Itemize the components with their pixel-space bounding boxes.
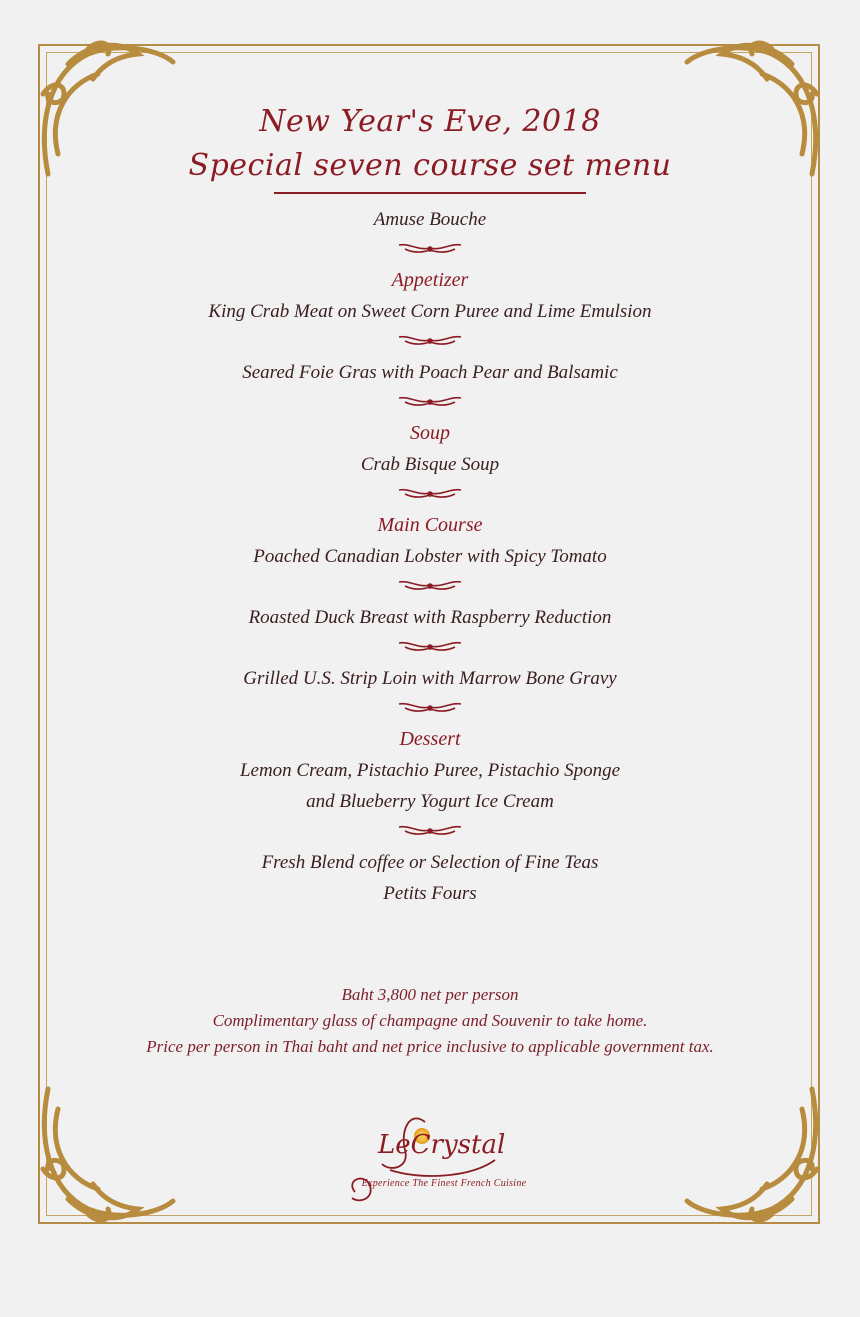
- divider-ornament-icon: [397, 394, 463, 408]
- coffee-tea-item: Fresh Blend coffee or Selection of Fine Teas: [261, 852, 599, 873]
- price-note: [60, 982, 800, 1060]
- complimentary-line: Complimentary glass of champagne and Souvenir to take home.: [212, 1011, 648, 1030]
- divider-ornament-icon: [397, 700, 463, 714]
- menu-content: [100, 100, 760, 909]
- corner-ornament-icon: [28, 1079, 178, 1229]
- dessert-item-line-1: Lemon Cream, Pistachio Puree, Pistachio Sponge: [239, 760, 621, 781]
- title-line-2: Special seven course set menu: [188, 148, 672, 183]
- dessert-item-line-2: and Blueberry Yogurt Ice Cream: [306, 791, 554, 812]
- divider-ornament-icon: [397, 486, 463, 500]
- category-soup: Soup: [410, 422, 450, 444]
- restaurant-logo: [330, 1100, 550, 1220]
- appetizer-item-2: Seared Foie Gras with Poach Pear and Balsamic: [242, 362, 618, 383]
- category-appetizer: Appetizer: [391, 269, 469, 291]
- soup-item-1: Crab Bisque Soup: [360, 454, 500, 475]
- category-main-course: Main Course: [377, 514, 483, 536]
- main-item-1: Poached Canadian Lobster with Spicy Tomato: [253, 546, 607, 567]
- amuse-bouche: Amuse Bouche: [373, 209, 487, 230]
- corner-ornament-icon: [682, 1079, 832, 1229]
- logo-tagline: Experience The Finest French Cuisine: [361, 1178, 527, 1189]
- divider-ornament-icon: [397, 578, 463, 592]
- main-item-3: Grilled U.S. Strip Loin with Marrow Bone Gravy: [243, 668, 617, 689]
- title-line-1: New Year's Eve, 2018: [259, 104, 601, 139]
- divider-ornament-icon: [397, 823, 463, 837]
- divider-ornament-icon: [397, 241, 463, 255]
- logo-name: LeCrystal: [378, 1130, 506, 1160]
- tax-line: Price per person in Thai baht and net price inclusive to applicable government tax.: [146, 1037, 714, 1056]
- divider-ornament-icon: [397, 639, 463, 653]
- appetizer-item-1: King Crab Meat on Sweet Corn Puree and Lime Emulsion: [208, 301, 652, 322]
- main-item-2: Roasted Duck Breast with Raspberry Reduction: [248, 607, 612, 628]
- divider-ornament-icon: [397, 333, 463, 347]
- category-dessert: Dessert: [399, 728, 461, 750]
- petits-fours-item: Petits Fours: [383, 883, 477, 904]
- price-line: Baht 3,800 net per person: [341, 985, 519, 1004]
